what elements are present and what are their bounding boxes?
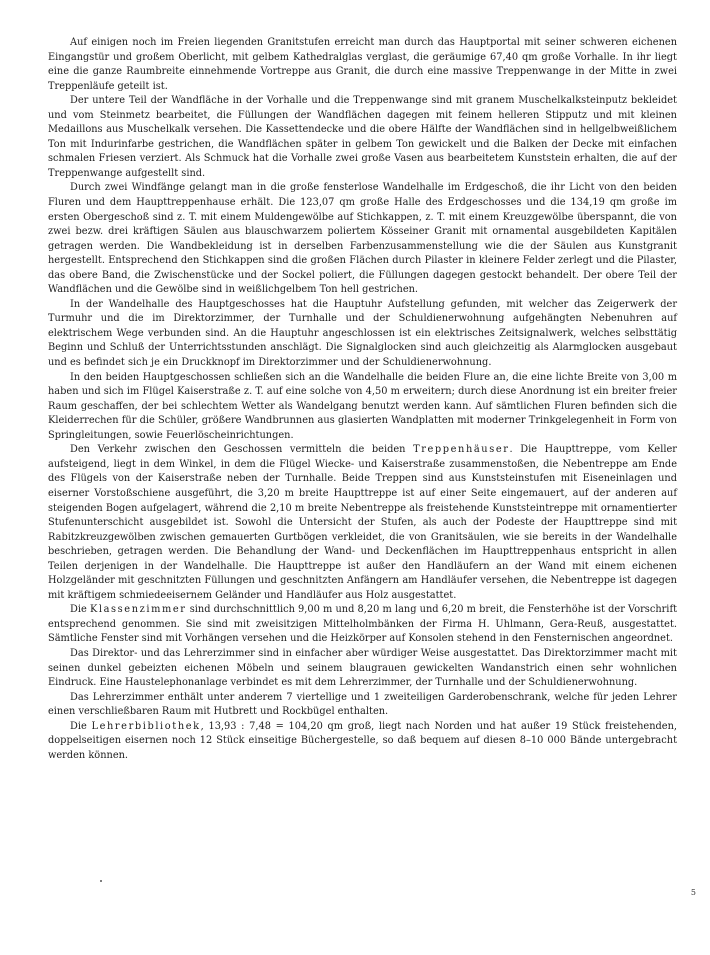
paragraph-text: Der untere Teil der Wandfläche in der Vorhalle und die Treppenwange sind mit granem Muschelkalksteinputz bekleidet und vom Steinmetz bearbeitet, die Füllungen der Wandflächen dagegen mit feinem helleren Stipputz und mit kleinen Medaillons aus Muschelkalk versehen. Die Kassettendecke und die obere Hälfte der Wandflächen sind in hellgelbweißlichem Ton mit Indurinfarbe gestrichen, die Wandflächen später in gelbem Ton gewickelt und die Balken der Decke mit einfachen schmalen Friesen verziert. Als Schmuck hat die Vorhalle zwei große Vasen aus bearbeitetem Kunststein erhalten, die auf der Treppenwange aufgestellt sind. <box>48 95 677 179</box>
paragraph <box>48 647 677 691</box>
paragraph-text: . Die Haupttreppe, vom Keller aufsteigend, liegt in dem Winkel, in dem die Flügel Wiecke- und Kaiserstraße zusammenstoßen, die Nebentreppe am Ende des Flügels von der Kaiserstraße neben der Turnhalle. Beide Treppen sind aus Kunststeinstufen mit Eiseneinlagen und eiserner Vorstoßschiene ausgeführt, die 3,20 m breite Haupttreppe ist auf einer Seite eingemauert, auf der anderen auf steigenden Bogen aufgelagert, während die 2,10 m breite Nebentreppe als freistehende Kunststeintreppe mit ornamentierter Stufenunterschicht ausgebildet ist. Sowohl die Untersicht der Stufen, als auch der Podeste der Haupttreppe sind mit Rabitzkreuzgewölben zwischen gemauerten Gurtbögen verkleidet, die von Granitsäulen, wie sie bereits in der Wandelhalle beschrieben, getragen werden. Die Behandlung der Wand- und Deckenflächen im Haupttreppenhaus entspricht in allen Teilen derjenigen in der Wandelhalle. Die Haupttreppe ist außer den Handläufern an der Wand mit einem eichenen Holzgeländer mit geschnitzten Füllungen und geschnitzten Anfängern am Handläufer versehen, die Nebentreppe ist dagegen mit kräftigem schmiedeeisernem Geländer und Handläufer aus Holz ausgestattet. <box>48 444 677 601</box>
paragraph <box>48 720 677 764</box>
spaced-heading-term: Treppenhäuser <box>413 444 510 456</box>
paragraph-text: Den Verkehr zwischen den Geschossen vermitteln die beiden <box>70 444 414 456</box>
paragraph-text: sind durchschnittlich 9,00 m und 8,20 m lang und 6,20 m breit, die Fensterhöhe ist der Vorschrift entsprechend genommen. Sie sind mit zweisitzigen Mittelholmbänken der Firma H. Uhlmann, Gera-Reuß, ausgestattet. Sämtliche Fenster sind mit Vorhängen versehen und die Heizkörper auf Konsolen stehend in den Fensternischen angeordnet. <box>48 604 678 645</box>
paragraph <box>48 443 677 603</box>
paragraph-text: Die <box>70 604 90 616</box>
paragraph-text: Durch zwei Windfänge gelangt man in die große fensterlose Wandelhalle im Erdgeschoß, die ihr Licht von den beiden Fluren und dem Haupttreppenhause erhält. Die 123,07 qm große Halle des Erdgeschosses und die 134,19 qm große im ersten Obergeschoß sind z. T. mit einem Muldengewölbe auf Stichkappen, z. T. mit einem Kreuzgewölbe überspannt, die von zwei bezw. drei kräftigen Säulen aus blauschwarzem poliertem Kösseiner Granit mit ornamental ausgebildeten Kapitälen getragen werden. Die Wandbekleidung ist in derselben Farbenzusammenstellung wie die der Säulen aus Kunstgranit hergestellt. Entsprechend den Stichkappen sind die großen Flächen durch Pilaster in kleinere Felder zerlegt und die Pilaster, das obere Band, die Zwischenstücke und der Sockel poliert, die Füllungen dagegen gestockt behandelt. Der obere Teil der Wandflächen und die Gewölbe sind in weißlichgelbem Ton hell gestrichen. <box>48 182 677 296</box>
page-number: 5 <box>690 888 696 897</box>
paragraph <box>48 36 677 94</box>
paragraph-text: , 13,93 : 7,48 = 104,20 qm groß, liegt nach Norden und hat außer 19 Stück freistehenden, doppelseitigen eisernen noch 12 Stück einseitige Büchergestelle, so daß bequem auf diesen 8–10 000 Bände untergebracht werden können. <box>48 720 677 761</box>
paragraph <box>48 94 677 181</box>
paragraph <box>48 298 677 371</box>
paragraph <box>48 691 677 720</box>
paragraph-text: Auf einigen noch im Freien liegenden Granitstufen erreicht man durch das Hauptportal mit seiner schweren eichenen Eingangstür und großem Oberlicht, mit gelbem Kathedralglas verglast, die geräumige 67,40 qm große Vorhalle. In ihr liegt eine die ganze Raumbreite einnehmende Vortreppe aus Granit, die durch eine massive Treppenwange in der Mitte in zwei Treppenläufe geteilt ist. <box>48 37 677 92</box>
paragraph-text: In der Wandelhalle des Hauptgeschosses hat die Hauptuhr Aufstellung gefunden, mit welcher das Zeigerwerk der Turmuhr und die im Direktorzimmer, der Turnhalle und der Schuldienerwohnung aufgehängten Nebenuhren auf elektrischem Wege verbunden sind. An die Hauptuhr angeschlossen ist ein elektrisches Zeitsignalwerk, welches selbsttätig Beginn und Schluß der Unterrichtsstunden anschlägt. Die Signalglocken sind auch gleichzeitig als Alarmglocken ausgebaut und es befindet sich je ein Druckknopf im Direktorzimmer und der Schuldienerwohnung. <box>48 298 677 369</box>
paragraph-text: Das Direktor- und das Lehrerzimmer sind in einfacher aber würdiger Weise ausgestattet. Das Direktorzimmer macht mit seinen dunkel gebeizten eichenen Möbeln und seinem blaugrauen gewickelten Wandanstrich einen sehr wohnlichen Eindruck. Eine Haustelephonanlage verbindet es mit dem Lehrerzimmer, der Turnhalle und der Schuldienerwohnung. <box>48 647 677 689</box>
paragraph-text: Die <box>70 720 92 732</box>
spaced-heading-term: Klassenzimmer <box>89 604 187 616</box>
paragraph-text: Das Lehrerzimmer enthält unter anderem 7 viertellige und 1 zweiteiligen Garderobenschrank, welche für jeden Lehrer einen verschließbaren Raum mit Hutbrett und Rockbügel enthalten. <box>48 691 677 718</box>
paragraph <box>48 371 677 444</box>
stray-dot <box>100 880 102 882</box>
paragraph-text: In den beiden Hauptgeschossen schließen sich an die Wandelhalle die beiden Flure an, die eine lichte Breite von 3,00 m haben und sich im Flügel Kaiserstraße z. T. auf eine solche von 4,50 m erweitern; durch diese Anordnung ist ein breiter freier Raum geschaffen, der bei schlechtem Wetter als Wandelgang benutzt werden kann. Auf sämtlichen Fluren befinden sich die Kleiderrechen für die Schüler, größere Wandbrunnen aus glasierten Wandplatten mit moderner Trinkgelegenheit in Form von Springleitungen, sowie Feuerlöscheinrichtungen. <box>48 371 677 441</box>
body-text <box>48 36 677 763</box>
paragraph <box>48 603 677 647</box>
spaced-heading-term: Lehrerbibliothek <box>91 720 201 732</box>
paragraph <box>48 181 677 297</box>
